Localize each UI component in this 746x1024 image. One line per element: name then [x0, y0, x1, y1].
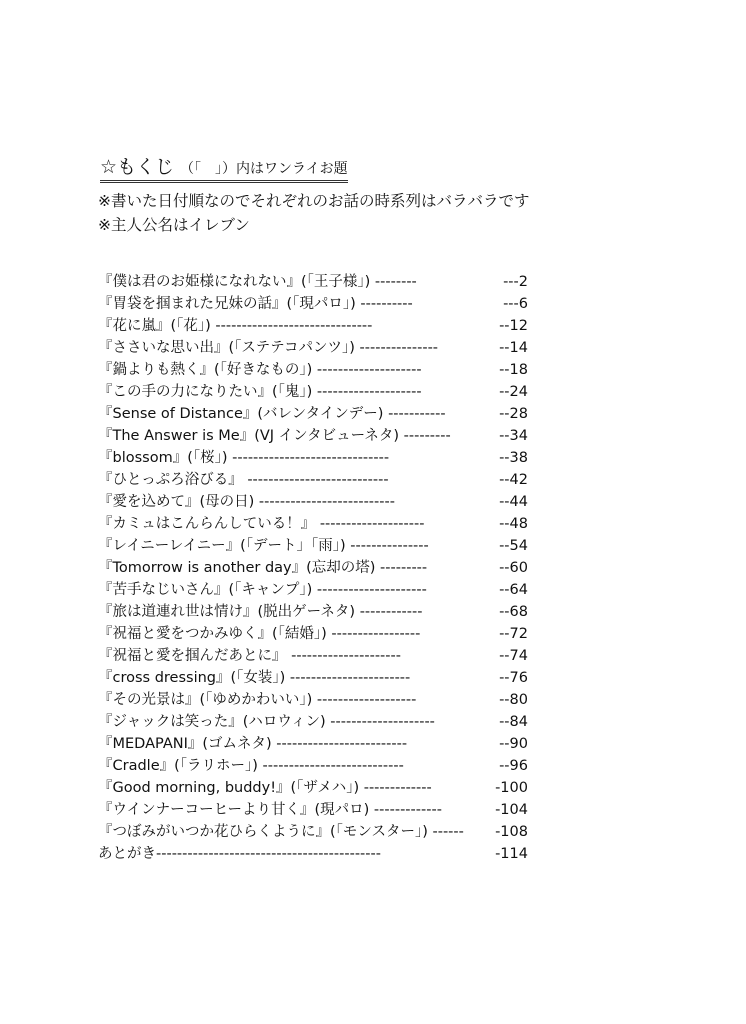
toc-entry-page: --80: [499, 692, 528, 708]
toc-entry: [98, 799, 528, 821]
toc-entry: [98, 645, 528, 667]
toc-entry-title: 『苦手なじいさん』(「キャンプ」) ---------------------: [98, 582, 427, 598]
toc-entry: [98, 359, 528, 381]
toc-entry-page: -104: [495, 802, 528, 818]
toc-entry-title: あとがき-------------------------------------------: [98, 846, 381, 862]
toc-entry-page: -100: [495, 780, 528, 796]
toc-entry: [98, 381, 528, 403]
toc-entry-page: --28: [499, 406, 528, 422]
table-of-contents: [98, 271, 528, 865]
toc-entry-title: 『胃袋を掴まれた兄妹の話』(「現パロ」) ----------: [98, 296, 413, 312]
toc-entry: [98, 557, 528, 579]
toc-entry-title: 『鍋よりも熱く』(「好きなもの」) --------------------: [98, 362, 422, 378]
toc-entry: [98, 667, 528, 689]
toc-entry-title: 『カミュはこんらんしている！』 --------------------: [98, 516, 425, 532]
toc-entry-page: --14: [499, 340, 528, 356]
toc-entry-title: 『花に嵐』(「花」) ------------------------------: [98, 318, 373, 334]
toc-entry-page: ---2: [503, 274, 528, 290]
toc-entry-page: --72: [499, 626, 528, 642]
heading-title: ☆もくじ: [100, 156, 175, 178]
toc-entry: [98, 271, 528, 293]
toc-entry: [98, 293, 528, 315]
toc-entry-title: 『Good morning, buddy!』(「ザメハ」) -------------: [98, 780, 432, 796]
toc-entry: [98, 777, 528, 799]
toc-entry: [98, 821, 528, 843]
toc-entry-title: 『レイニーレイニー』(「デート」「雨」) ---------------: [98, 538, 429, 554]
toc-entry: [98, 711, 528, 733]
toc-entry-title: 『つぼみがいつか花ひらくように』(「モンスター」) ------: [98, 824, 464, 840]
toc-entry-page: --42: [499, 472, 528, 488]
toc-entry-title: 『ジャックは笑った』(ハロウィン) --------------------: [98, 714, 435, 730]
toc-entry-title: 『僕は君のお姫様になれない』(「王子様」) --------: [98, 274, 417, 290]
toc-entry-title: 『その光景は』(「ゆめかわいい」) -------------------: [98, 692, 417, 708]
toc-entry-page: --18: [499, 362, 528, 378]
toc-entry: [98, 425, 528, 447]
toc-entry-page: --60: [499, 560, 528, 576]
toc-entry: [98, 601, 528, 623]
toc-entry: [98, 579, 528, 601]
toc-entry-title: 『cross dressing』(「女装」) -----------------------: [98, 670, 411, 686]
toc-entry: [98, 469, 528, 491]
toc-entry-title: 『ひとっぷろ浴びる』 ---------------------------: [98, 472, 389, 488]
toc-entry-page: --96: [499, 758, 528, 774]
toc-entry-title: 『The Answer is Me』(VJ インタビューネタ) ---------: [98, 428, 451, 444]
toc-entry-page: --74: [499, 648, 528, 664]
toc-entry-title: 『祝福と愛を掴んだあとに』 ---------------------: [98, 648, 401, 664]
toc-entry-title: 『この手の力になりたい』(「鬼」) --------------------: [98, 384, 422, 400]
toc-entry-page: --64: [499, 582, 528, 598]
toc-entry-page: --44: [499, 494, 528, 510]
toc-entry: [98, 535, 528, 557]
toc-entry-title: 『ウインナーコーヒーより甘く』(現パロ) -------------: [98, 802, 442, 818]
toc-entry-page: -108: [495, 824, 528, 840]
toc-heading: [100, 152, 348, 183]
toc-entry-page: --12: [499, 318, 528, 334]
toc-entry: [98, 337, 528, 359]
toc-entry-page: --48: [499, 516, 528, 532]
toc-entry-title: 『旅は道連れ世は情け』(脱出ゲーネタ) ------------: [98, 604, 423, 620]
toc-entry: [98, 315, 528, 337]
toc-entry-page: --76: [499, 670, 528, 686]
toc-entry-page: -114: [495, 846, 528, 862]
toc-entry: [98, 403, 528, 425]
toc-entry-page: ---6: [503, 296, 528, 312]
toc-entry: [98, 513, 528, 535]
toc-entry-title: 『blossom』(「桜」) ------------------------------: [98, 450, 390, 466]
toc-entry: [98, 491, 528, 513]
heading-subtitle: （「 」）内はワンライお題: [180, 161, 348, 177]
toc-entry: [98, 755, 528, 777]
toc-entry-page: --90: [499, 736, 528, 752]
toc-entry-page: --24: [499, 384, 528, 400]
toc-entry: [98, 447, 528, 469]
toc-entry-page: --68: [499, 604, 528, 620]
toc-entry-title: 『ささいな思い出』(「ステテコパンツ」) ---------------: [98, 340, 439, 356]
toc-entry-title: 『Cradle』(「ラリホー」) ---------------------------: [98, 758, 404, 774]
toc-entry: [98, 733, 528, 755]
note-protagonist: ※主人公名はイレブン: [98, 216, 250, 234]
note-chronology: ※書いた日付順なのでそれぞれのお話の時系列はバラバラです: [98, 192, 530, 210]
toc-entry-title: 『Sense of Distance』(バレンタインデー) -----------: [98, 406, 446, 422]
toc-entry-title: 『MEDAPANI』(ゴムネタ) -------------------------: [98, 736, 408, 752]
toc-entry-title: 『祝福と愛をつかみゆく』(「結婚」) -----------------: [98, 626, 421, 642]
toc-entry: [98, 623, 528, 645]
toc-entry-page: --84: [499, 714, 528, 730]
toc-entry-page: --38: [499, 450, 528, 466]
toc-entry: [98, 843, 528, 865]
toc-entry-page: --34: [499, 428, 528, 444]
toc-entry: [98, 689, 528, 711]
toc-entry-title: 『愛を込めて』(母の日) --------------------------: [98, 494, 395, 510]
toc-entry-page: --54: [499, 538, 528, 554]
toc-entry-title: 『Tomorrow is another day』(忘却の塔) ---------: [98, 560, 428, 576]
